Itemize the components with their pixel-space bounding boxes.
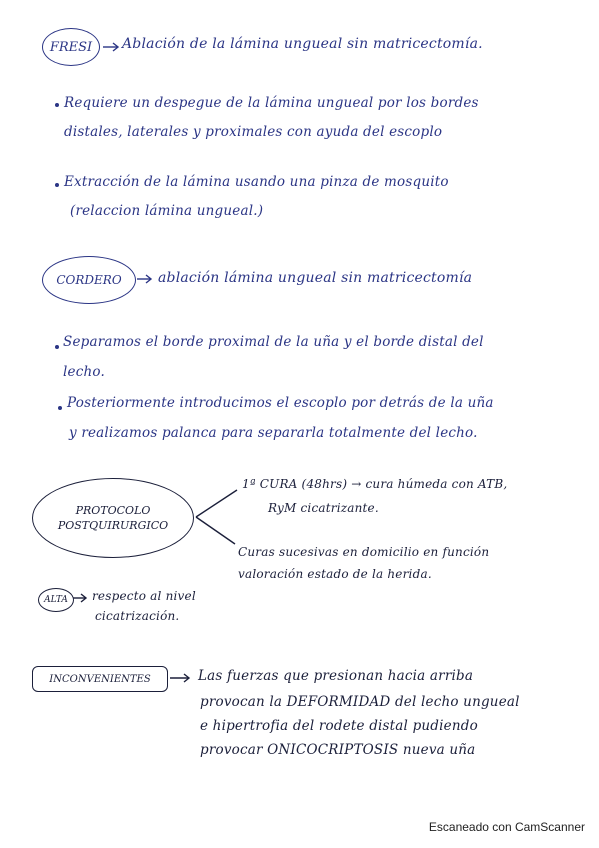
curas-line2: valoración estado de la herida. <box>238 567 432 581</box>
fresi-bullet2-line1: Extracción de la lámina usando una pinza de mosquito <box>64 174 449 190</box>
alta-label: ALTA <box>44 595 68 605</box>
bullet-dot <box>55 183 59 187</box>
cordero-text: ablación lámina ungueal sin matricectomía <box>158 270 473 286</box>
cordero-label: CORDERO <box>56 273 122 287</box>
protocolo-label-line2: POSTQUIRURGICO <box>57 519 169 532</box>
inconvenientes-line1: Las fuerzas que presionan hacia arriba <box>198 668 474 684</box>
cura1-line2: RyM cicatrizante. <box>268 501 379 515</box>
cordero-bullet2-line1: Posteriormente introducimos el escoplo por detrás de la uña <box>67 395 494 411</box>
protocolo-label-line1: PROTOCOLO <box>75 504 151 517</box>
curas-line1: Curas sucesivas en domicilio en función <box>238 545 490 559</box>
fresi-bullet1-line1: Requiere un despegue de la lámina ungueal por los bordes <box>64 95 479 111</box>
cordero-bullet2-line2: y realizamos palanca para separarla totalmente del lecho. <box>69 425 478 441</box>
fresi-text: Ablación de la lámina ungueal sin matricectomía. <box>122 36 483 52</box>
alta-line2: cicatrización. <box>95 609 180 623</box>
protocolo-label-oval <box>32 478 194 558</box>
inconvenientes-line2: provocan la DEFORMIDAD del lecho ungueal <box>200 694 520 710</box>
cura1-line1: 1ª CURA (48hrs) → cura húmeda con ATB, <box>242 477 508 491</box>
inconvenientes-line3: e hipertrofia del rodete distal pudiendo <box>200 718 478 734</box>
fresi-label: FRESI <box>49 39 93 55</box>
cordero-bullet1-line1: Separamos el borde proximal de la uña y el borde distal del <box>63 334 484 350</box>
alta-label-oval <box>38 588 74 612</box>
inconvenientes-label: INCONVENIENTES <box>49 673 151 685</box>
fresi-bullet1-line2: distales, laterales y proximales con ayuda del escoplo <box>64 124 443 140</box>
bullet-dot <box>55 345 59 349</box>
fresi-label-oval <box>42 28 100 66</box>
inconvenientes-label-box <box>32 666 168 692</box>
cordero-bullet1-line2: lecho. <box>63 364 105 380</box>
inconvenientes-line4: provocar ONICOCRIPTOSIS nueva uña <box>200 742 476 758</box>
cordero-label-oval <box>42 256 136 304</box>
fresi-bullet2-line2: (relaccion lámina ungueal.) <box>70 203 264 219</box>
alta-line1: respecto al nivel <box>92 589 196 603</box>
scanner-watermark: Escaneado con CamScanner <box>428 820 585 834</box>
bullet-dot <box>55 103 59 107</box>
bullet-dot <box>58 406 62 410</box>
